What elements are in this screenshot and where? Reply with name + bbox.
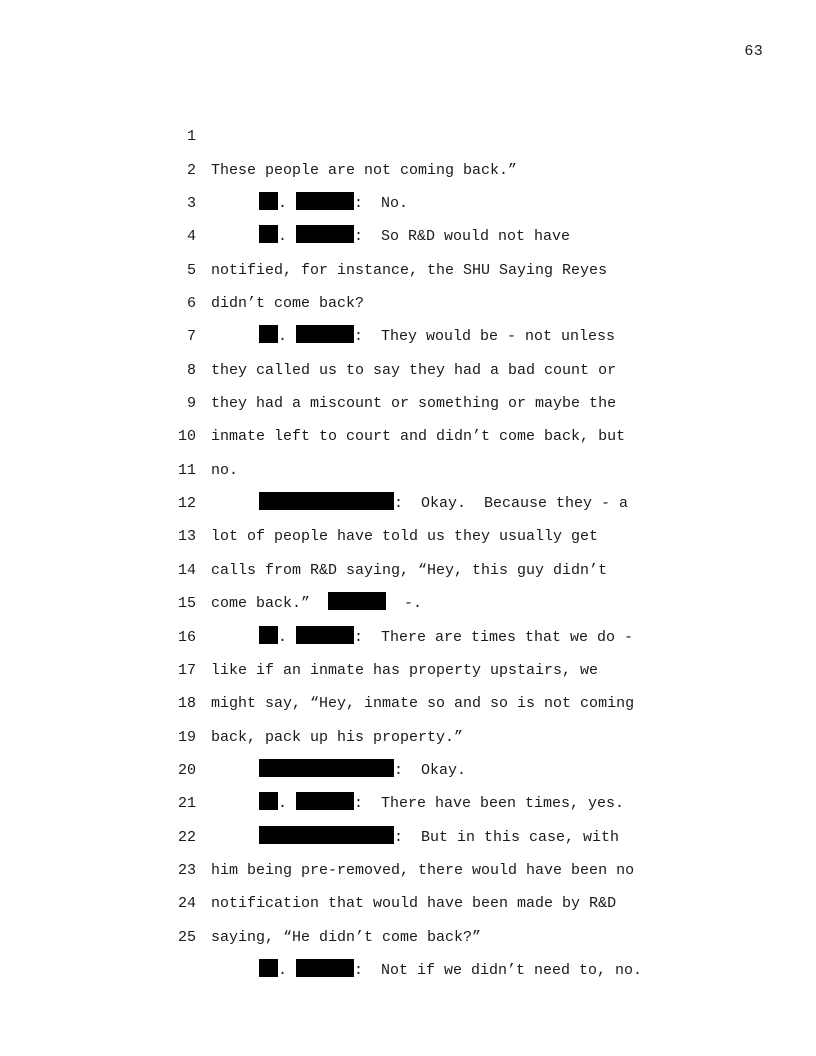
line-number: 16 (177, 628, 196, 646)
redaction-bar (296, 959, 354, 977)
page-number: 63 (744, 43, 763, 60)
speaker-line: . : There have been times, yes. (211, 787, 624, 820)
line-number: 3 (186, 195, 196, 213)
line-text: These people are not coming back.” (211, 161, 518, 179)
line-text: like if an inmate has property upstairs, we (211, 661, 599, 679)
line-text: : Not if we didn’t need to, no. (354, 961, 643, 979)
line-text: : There have been times, yes. (354, 795, 625, 813)
speaker-line: . : They would be - not unless (211, 320, 615, 353)
speaker-line: . : No. (211, 187, 408, 220)
speaker-line: . : So R&D would not have (211, 220, 570, 253)
line-number: 2 (186, 161, 196, 179)
line-text: saying, “He didn’t come back?” (211, 928, 482, 946)
line-text: they called us to say they had a bad count or (211, 361, 617, 379)
line-number: 22 (177, 828, 196, 846)
speaker-line: . : Not if we didn’t need to, no. (211, 954, 642, 987)
line-text: lot of people have told us they usually get (211, 528, 599, 546)
line-text: : But in this case, with (394, 828, 620, 846)
speaker-line: . : There are times that we do - (211, 621, 633, 654)
line-number: 12 (177, 495, 196, 513)
line-number: 17 (177, 661, 196, 679)
line-number: 18 (177, 695, 196, 713)
line-text: : No. (354, 195, 409, 213)
line-number: 13 (177, 528, 196, 546)
line-number: 10 (177, 428, 196, 446)
line-text: didn’t come back? (211, 295, 365, 313)
line-text: might say, “Hey, inmate so and so is not coming (211, 695, 635, 713)
line-text: no. (211, 461, 239, 479)
transcript-line (0, 87, 816, 179)
line-number: 20 (177, 761, 196, 779)
line-text: : Okay. Because they - a (394, 495, 629, 513)
line-text: : They would be - not unless (354, 328, 616, 346)
line-text: him being pre-removed, there would have been no (211, 861, 635, 879)
transcript-body (0, 87, 816, 979)
line-number: 25 (177, 928, 196, 946)
transcript-line (0, 154, 816, 246)
line-text: calls from R&D saying, “Hey, this guy didn’t (211, 561, 608, 579)
line-text: : So R&D would not have (354, 228, 571, 246)
line-number: 14 (177, 561, 196, 579)
line-text: they had a miscount or something or maybe the (211, 395, 617, 413)
line-number: 1 (186, 128, 196, 146)
line-number: 4 (186, 228, 196, 246)
line-text: back, pack up his property.” (211, 728, 464, 746)
line-text: : There are times that we do - (354, 628, 634, 646)
line-number: 8 (186, 361, 196, 379)
line-number: 24 (177, 895, 196, 913)
line-text-before: come back.” (211, 595, 329, 613)
line-text-after: -. (386, 595, 423, 613)
line-number: 19 (177, 728, 196, 746)
line-number: 15 (177, 595, 196, 613)
line-text: notified, for instance, the SHU Saying Reyes (211, 261, 608, 279)
line-number: 9 (186, 395, 196, 413)
line-number: 11 (177, 461, 196, 479)
line-text: notification that would have been made by R&D (211, 895, 617, 913)
line-number: 6 (186, 295, 196, 313)
redaction-bar (259, 959, 278, 977)
line-number: 23 (177, 861, 196, 879)
line-text: : Okay. (394, 761, 467, 779)
line-text: inmate left to court and didn’t come back, but (211, 428, 626, 446)
line-number: 21 (177, 795, 196, 813)
line-number: 5 (186, 261, 196, 279)
line-number: 7 (186, 328, 196, 346)
